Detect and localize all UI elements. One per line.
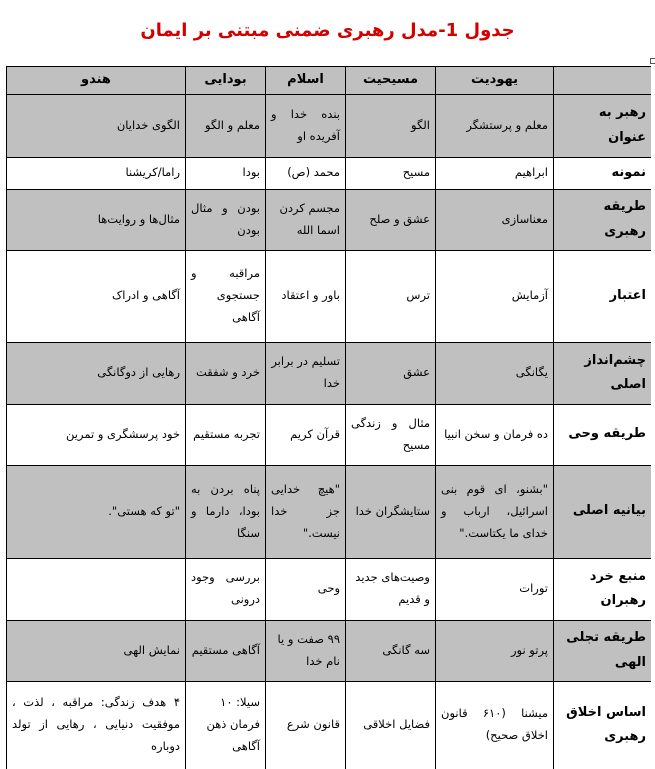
header-cell: اسلام [266, 67, 346, 95]
table-cell: خرد و شفقت [186, 342, 266, 404]
table-cell: یگانگی [436, 342, 554, 404]
row-label: چشم‌انداز اصلی [554, 342, 652, 404]
table-row [7, 95, 652, 158]
table-cell: تسلیم در برابر خدا [266, 342, 346, 404]
table-cell: پناه بردن به بودا، دارما و سنگا [186, 465, 266, 558]
table-cell: ستایشگران خدا [346, 465, 436, 558]
table-cell: "تو که هستی". [7, 465, 186, 558]
table-cell: ۹۹ صفت و یا نام خدا [266, 620, 346, 681]
header-cell: بودایی [186, 67, 266, 95]
table-cell: ترس [346, 250, 436, 342]
table-cell: عشق و صلح [346, 189, 436, 250]
table-cell: وصیت‌های جدید و قدیم [346, 558, 436, 620]
table-cell: ۴ هدف زندگی: مراقبه ، لذت ، موفقیت دنیایی ، رهایی از تولد دوباره [7, 681, 186, 769]
table-row [7, 558, 652, 620]
table-cell: سیلا: ۱۰ فرمان ذهن آگاهی [186, 681, 266, 769]
header-cell: یهودیت [436, 67, 554, 95]
row-label: بیانیه اصلی [554, 465, 652, 558]
religion-leadership-table [6, 66, 651, 769]
table-cell: میشنا (۶۱۰ قانون اخلاق صحیح) [436, 681, 554, 769]
header-row [7, 67, 652, 95]
table-cell: ده فرمان و سخن انبیا [436, 404, 554, 465]
table-cell: تورات [436, 558, 554, 620]
table-cell: وحی [266, 558, 346, 620]
row-label: اساس اخلاق رهبری [554, 681, 652, 769]
row-label: اعتبار [554, 250, 652, 342]
table-anchor-marker [650, 58, 655, 64]
table-cell: الگو [346, 95, 436, 158]
table-cell: مثال‌ها و روایت‌ها [7, 189, 186, 250]
table-row [7, 404, 652, 465]
table-row [7, 250, 652, 342]
table-cell: تجربه مستقیم [186, 404, 266, 465]
table-cell: قرآن کریم [266, 404, 346, 465]
table-cell: "هیچ خدایی جز خدا نیست." [266, 465, 346, 558]
table-title: جدول 1-مدل رهبری ضمنی مبتنی بر ایمان [140, 20, 515, 41]
table-cell: آگاهی مستقیم [186, 620, 266, 681]
table-cell: رهایی از دوگانگی [7, 342, 186, 404]
table-cell: بنده خدا و آفریده او [266, 95, 346, 158]
table-cell: خود پرسشگری و تمرین [7, 404, 186, 465]
table-cell: معلم و پرستشگر [436, 95, 554, 158]
table-cell: فضایل اخلاقی [346, 681, 436, 769]
row-label: طریقه وحی [554, 404, 652, 465]
table-cell: بررسی وجود درونی [186, 558, 266, 620]
table-row [7, 189, 652, 250]
table-cell: عشق [346, 342, 436, 404]
row-label: طریقه تجلی الهی [554, 620, 652, 681]
row-label: رهبر به عنوان [554, 95, 652, 158]
table-row [7, 342, 652, 404]
table-row [7, 465, 652, 558]
row-label: منبع خرد رهبران [554, 558, 652, 620]
table-row [7, 158, 652, 190]
table-cell: بودن و مثال بودن [186, 189, 266, 250]
table-cell: "بشنو، ای قوم بنی اسرائیل، ارباب و خدای ما یکتاست." [436, 465, 554, 558]
table-cell: پرتو نور [436, 620, 554, 681]
table-row [7, 681, 652, 769]
table-cell [7, 558, 186, 620]
table-cell: معلم و الگو [186, 95, 266, 158]
header-cell: هندو [7, 67, 186, 95]
table-cell: محمد (ص) [266, 158, 346, 190]
table-cell: مراقبه و جستجوی آگاهی [186, 250, 266, 342]
table-cell: الگوی خدایان [7, 95, 186, 158]
table-cell: آزمایش [436, 250, 554, 342]
table-cell: مسیح [346, 158, 436, 190]
header-cell: مسیحیت [346, 67, 436, 95]
table-cell: معناسازی [436, 189, 554, 250]
table-cell: راما/کریشنا [7, 158, 186, 190]
table-cell: سه گانگی [346, 620, 436, 681]
row-label: نمونه [554, 158, 652, 190]
table-cell: باور و اعتقاد [266, 250, 346, 342]
row-label: طریقه رهبری [554, 189, 652, 250]
table-cell: نمایش الهی [7, 620, 186, 681]
table-row [7, 620, 652, 681]
table-cell: ابراهیم [436, 158, 554, 190]
header-cell [554, 67, 652, 95]
table-cell: آگاهی و ادراک [7, 250, 186, 342]
table-cell: بودا [186, 158, 266, 190]
table-cell: قانون شرع [266, 681, 346, 769]
table-cell: مثال و زندگی مسیح [346, 404, 436, 465]
table-cell: مجسم کردن اسما الله [266, 189, 346, 250]
table-container [6, 66, 651, 769]
